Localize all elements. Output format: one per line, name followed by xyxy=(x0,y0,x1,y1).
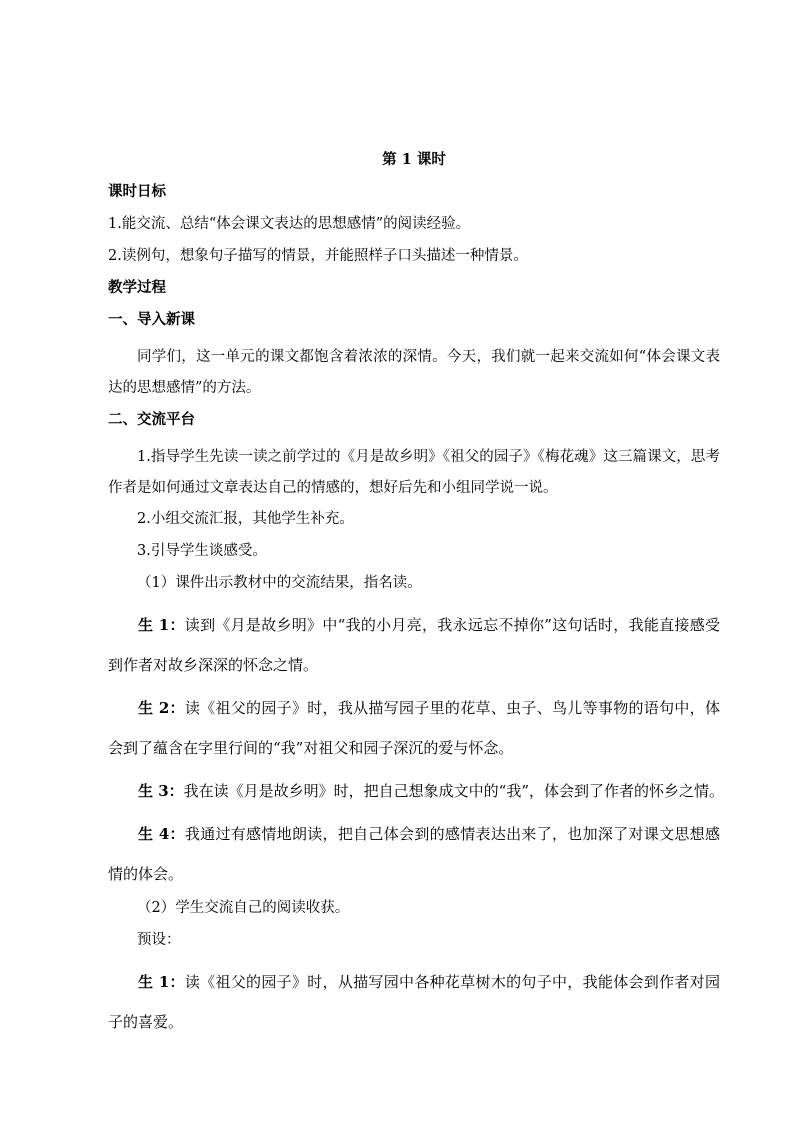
student-text: 读到《月是故乡明》中“我的小月亮，我永远忘不掉你”这句话时，我能直接感受到作者对故乡深深的怀念之情。 xyxy=(108,616,720,674)
sub-item-2: （2）学生交流自己的阅读收获。 xyxy=(137,900,350,916)
student-answer-1 xyxy=(108,605,720,685)
step-2: 2.小组交流汇报，其他学生补充。 xyxy=(137,511,354,527)
student-answer-4 xyxy=(108,814,720,894)
process-heading: 教学过程 xyxy=(108,279,166,296)
goal-item-1: 1.能交流、总结“体会课文表达的思想感情”的阅读经验。 xyxy=(108,216,471,232)
student-tag: 生 3： xyxy=(138,782,184,800)
step-3: 3.引导学生谈感受。 xyxy=(137,543,267,559)
sub-item-1: （1）课件出示教材中的交流结果，指名读。 xyxy=(137,575,422,591)
section2-heading: 二、交流平台 xyxy=(108,411,195,428)
student-answer-3 xyxy=(108,771,725,811)
student-text: 我在读《月是故乡明》时，把自己想象成文中的“我”，体会到了作者的怀乡之情。 xyxy=(183,782,725,800)
page-title: 第 1 课时 xyxy=(382,151,446,168)
student-answer-2 xyxy=(108,688,720,768)
goal-heading: 课时日标 xyxy=(108,183,166,200)
goal-item-2: 2.读例句，想象句子描写的情景，并能照样子口头描述一种情景。 xyxy=(108,248,528,264)
step-1: 1.指导学生先读一读之前学过的《月是故乡明》《祖父的园子》《梅花魂》这三篇课文，思考作者是如何通过文章表达自己的情感的，想好后先和小组同学说一说。 xyxy=(108,449,720,496)
document-body xyxy=(108,150,725,1045)
student-tag: 生 4： xyxy=(138,825,185,843)
student-text: 读《祖父的园子》时，从描写园中各种花草树木的句子中，我能体会到作者对园子的喜爱。 xyxy=(108,973,720,1031)
student-text: 我通过有感情地朗读，把自己体会到的感情表达出来了，也加深了对课文思想感情的体会。 xyxy=(108,825,720,883)
preset-label: 预设： xyxy=(137,932,181,948)
student-tag: 生 1： xyxy=(138,973,185,991)
student-text: 读《祖父的园子》时，我从描写园子里的花草、虫子、鸟儿等事物的语句中，体会到了蕴含在字里行间的“我”对祖父和园子深沉的爱与怀念。 xyxy=(108,699,720,757)
student-tag: 生 2： xyxy=(138,699,185,717)
preset-student-answer-1 xyxy=(108,962,720,1042)
student-tag: 生 1： xyxy=(138,616,185,634)
section1-paragraph: 同学们，这一单元的课文都饱含着浓浓的深情。今天，我们就一起来交流如何“体会课文表达的思想感情”的方法。 xyxy=(108,349,720,396)
section1-heading: 一、导入新课 xyxy=(108,311,195,328)
